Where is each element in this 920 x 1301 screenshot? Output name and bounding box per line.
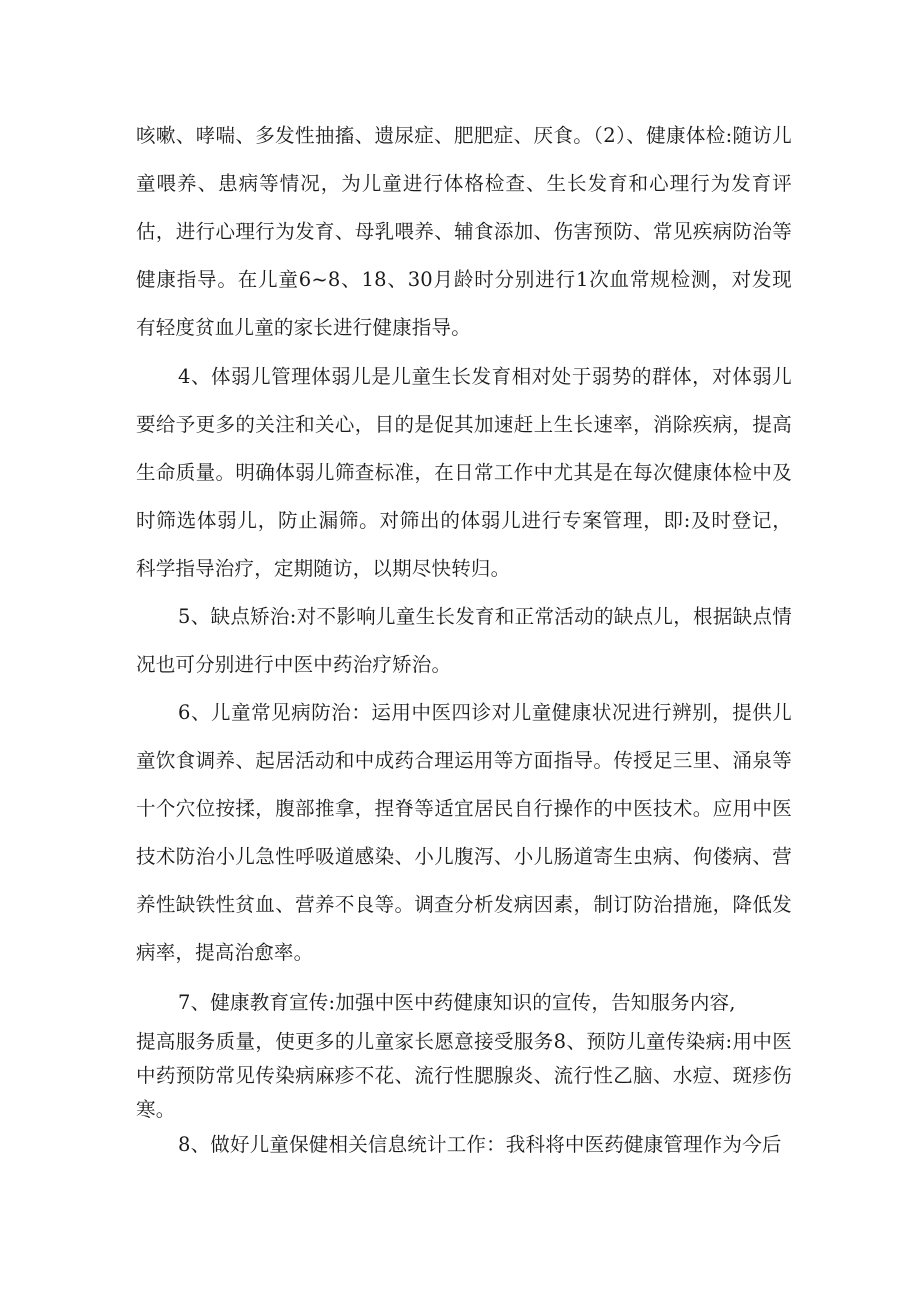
paragraph-infectious-disease-prevention: 提高服务质量，使更多的儿童家长愿意接受服务8、预防儿童传染病:用中医中药预防常见传染病麻疹不花、流行性腮腺炎、流行性乙脑、水痘、斑疹伤寒。 — [136, 1030, 792, 1121]
paragraph-health-checkup: 咳嗽、哮喘、多发性抽搐、遗尿症、肥肥症、厌食。（2）、健康体检:随访儿童喂养、患病等情况，为儿童进行体格检查、生长发育和心理行为发育评估，进行心理行为发育、母乳喂养、辅食添加、伤害预防、常见疾病防治等健康指导。在儿童6~8、18、30月龄时分别进行1次血常规检测，对发现有轻度贫血儿童的家长进行健康指导。 — [136, 124, 792, 339]
paragraph-statistics-work: 8、做好儿童保健相关信息统计工作：我科将中医药健康管理作为今后 — [178, 1133, 782, 1156]
paragraph-defect-correction: 5、缺点矫治:对不影响儿童生长发育和正常活动的缺点儿，根据缺点情况也可分别进行中医中药治疗矫治。 — [136, 605, 792, 676]
paragraph-health-education: 7、健康教育宣传:加强中医中药健康知识的宣传，告知服务内容, — [178, 991, 736, 1014]
paragraph-weak-child-management: 4、体弱儿管理体弱儿是儿童生长发育相对处于弱势的群体，对体弱儿要给予更多的关注和关心，目的是促其加速赶上生长速率，消除疾病，提高生命质量。明确体弱儿筛查标准，在日常工作中尤其是在每次健康体检中及时筛选体弱儿，防止漏筛。对筛出的体弱儿进行专案管理，即:及时登记，科学指导治疗，定期随访，以期尽快转归。 — [136, 365, 792, 580]
paragraph-common-disease-prevention: 6、儿童常见病防治：运用中医四诊对儿童健康状况进行辨别，提供儿童饮食调养、起居活动和中成药合理运用等方面指导。传授足三里、涌泉等十个穴位按揉，腹部推拿，捏脊等适宜居民自行操作的中医技术。应用中医技术防治小儿急性呼吸道感染、小儿腹泻、小儿肠道寄生虫病、佝偻病、营养性缺铁性贫血、营养不良等。调查分析发病因素，制订防治措施，降低发病率，提高治愈率。 — [136, 701, 792, 964]
